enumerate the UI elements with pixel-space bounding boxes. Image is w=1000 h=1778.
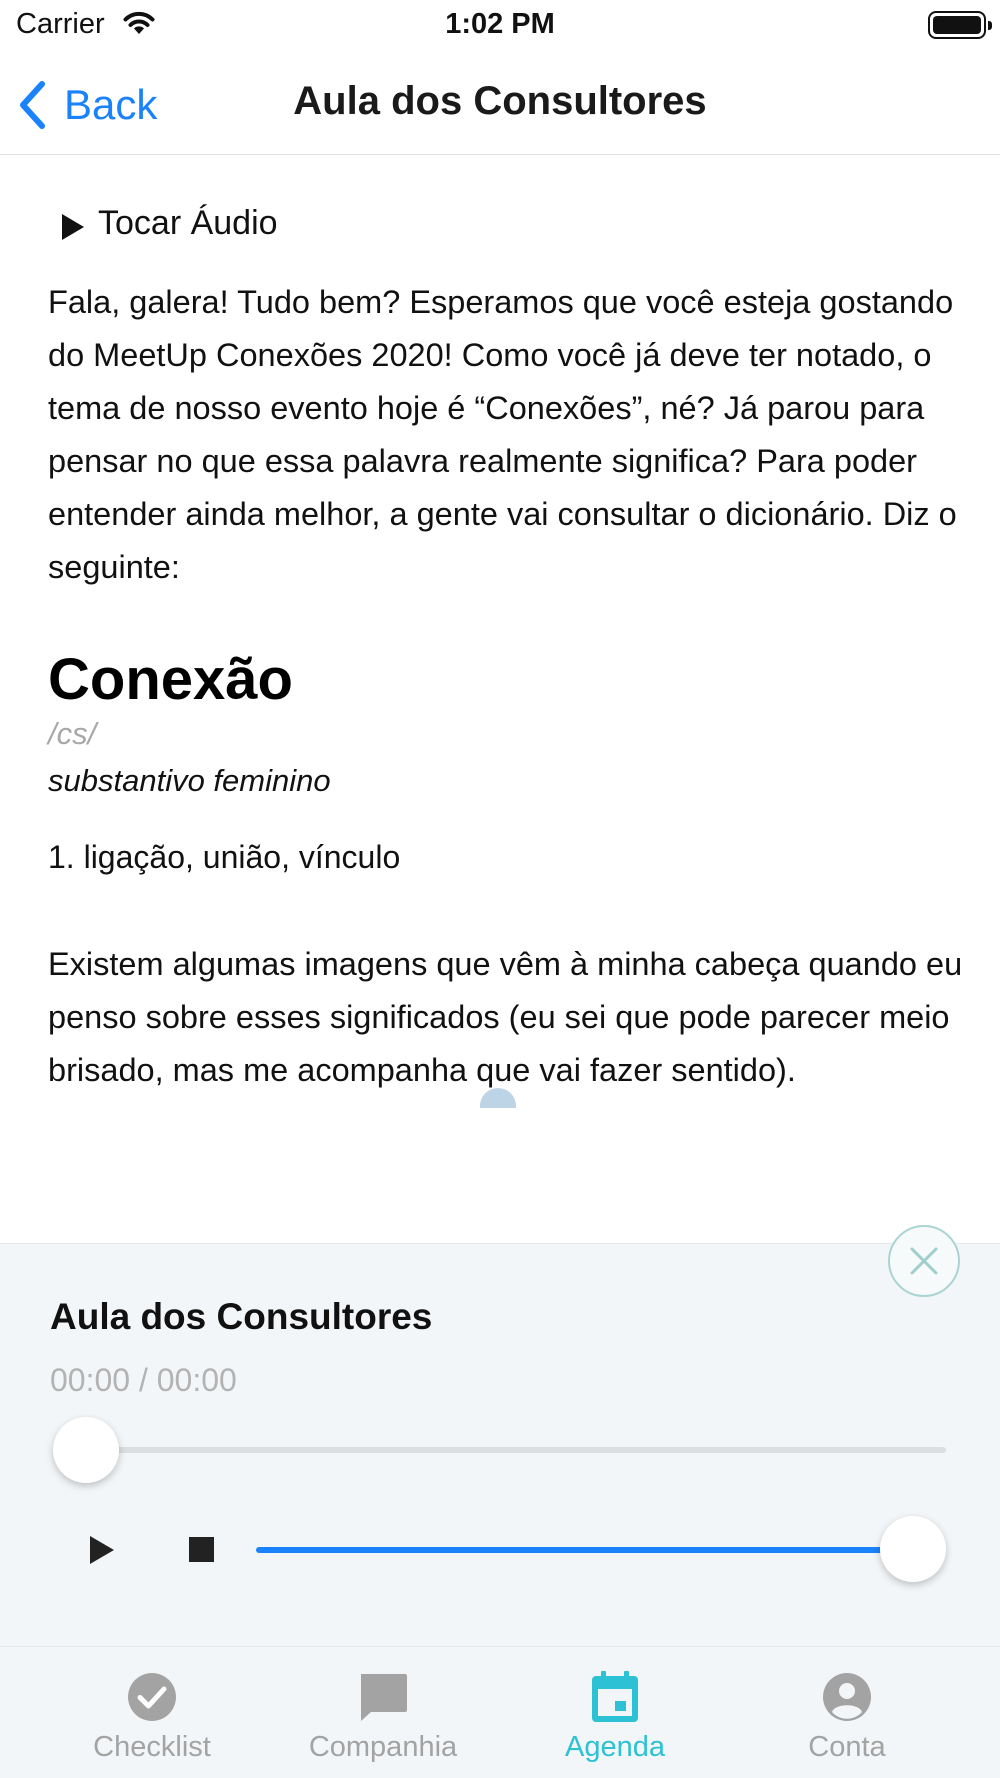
tab-checklist[interactable]	[36, 1647, 268, 1778]
tab-label: Checklist	[93, 1731, 211, 1763]
lesson-content[interactable]	[0, 156, 1000, 1246]
definition-phonetic: /cs/	[48, 716, 97, 751]
volume-track[interactable]	[256, 1547, 914, 1553]
tab-label: Companhia	[308, 1731, 458, 1763]
definition-word-class: substantivo feminino	[48, 763, 331, 798]
status-time: 1:02 PM	[445, 8, 555, 40]
play-audio-label: Tocar Áudio	[98, 204, 278, 242]
intro-paragraph: Fala, galera! Tudo bem? Esperamos que você esteja gostando do MeetUp Conexões 2020! Como você já deve ter notado, o tema de nosso evento hoje é “Conexões”, né? Já parou para pensar no que essa palavra realmente significa? Para poder entender ainda melhor, a gente vai consultar o dicionário. Diz o seguinte:	[48, 284, 957, 585]
audio-player	[0, 1243, 1000, 1646]
seek-track[interactable]	[86, 1447, 946, 1453]
stop-button[interactable]	[189, 1537, 214, 1562]
tab-label: Agenda	[565, 1731, 665, 1763]
play-button[interactable]	[88, 1534, 114, 1564]
player-title: Aula dos Consultores	[50, 1296, 433, 1337]
status-bar	[0, 0, 1000, 50]
tab-bar	[0, 1646, 1000, 1778]
tab-companhia[interactable]	[267, 1647, 499, 1778]
tab-conta[interactable]	[731, 1647, 963, 1778]
navigation-bar	[0, 55, 1000, 155]
carrier-label: Carrier	[16, 8, 105, 40]
battery-icon	[928, 11, 986, 39]
tab-agenda[interactable]	[499, 1647, 731, 1778]
page-title: Aula dos Consultores	[293, 79, 707, 123]
account-icon	[822, 1671, 872, 1723]
seek-slider-thumb[interactable]	[53, 1417, 119, 1483]
close-player-button[interactable]	[888, 1225, 960, 1297]
player-time: 00:00 / 00:00	[50, 1362, 237, 1398]
back-label: Back	[64, 81, 158, 128]
body-paragraph: Existem algumas imagens que vêm à minha cabeça quando eu penso sobre esses significados (eu sei que pode parecer meio brisado, mas me acompanha que vai fazer sentido).	[48, 946, 963, 1088]
play-icon	[62, 214, 84, 240]
play-audio-button[interactable]	[62, 204, 278, 243]
calendar-icon	[591, 1671, 639, 1723]
check-circle-icon	[127, 1671, 177, 1723]
close-icon	[909, 1246, 939, 1276]
definition-word: Conexão	[48, 647, 293, 712]
definition-meaning: 1. ligação, união, vínculo	[48, 839, 401, 875]
chat-bubble-icon	[357, 1671, 409, 1723]
tab-label: Conta	[808, 1731, 886, 1763]
volume-slider-thumb[interactable]	[880, 1516, 946, 1582]
